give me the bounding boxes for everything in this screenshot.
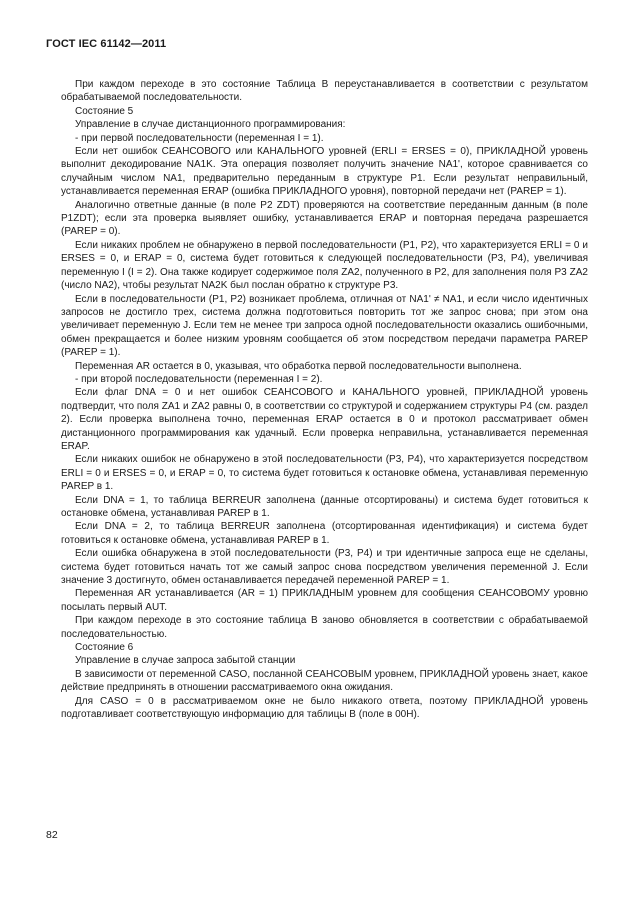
- paragraph: Если никаких проблем не обнаружено в первой последовательности (Р1, Р2), что характеризуется ERLI = 0 и ERSES = 0, и ERAP = 0, система будет готовиться к следующей последовательности (Р3, Р4), увеличивая переменную I (I = 2). Она также кодирует содержимое поля ZA2, полученного в Р2, для заполнения поля Р3 ZA2 (число NA2), чтобы результат NA2K был послан обратно к структуре Р3.: [61, 239, 588, 292]
- paragraph: Если в последовательности (Р1, Р2) возникает проблема, отличная от NA1' ≠ NA1, и если число идентичных запросов не достигло трех, система должна подготовиться повторить тот же запрос снова; при этом она увеличивает переменную J. Если тем не менее три запроса одной последовательности оказались ошибочными, обмен прекращается и более низким уровням сообщается об этом посредством передачи параметра PAREP (PAREP = 1).: [61, 293, 588, 359]
- paragraph: Переменная AR остается в 0, указывая, что обработка первой последовательности выполнена.: [75, 360, 522, 372]
- paragraph: Переменная AR устанавливается (AR = 1) ПРИКЛАДНЫМ уровнем для сообщения СЕАНСОВОМУ уровню посылать первый AUT.: [61, 588, 588, 613]
- paragraph: Если DNA = 1, то таблица BERREUR заполнена (данные отсортированы) и система будет готовиться к остановке обмена, устанавливая PAREP в 1.: [61, 494, 588, 519]
- paragraph: Управление в случае дистанционного программирования:: [75, 119, 346, 131]
- paragraph: - при второй последовательности (переменная I = 2).: [75, 373, 323, 385]
- paragraph: Для CASO = 0 в рассматриваемом окне не было никакого ответа, поэтому ПРИКЛАДНОЙ уровень подготавливает соответствующую информацию для таблицы В (поле в 00Н).: [61, 695, 588, 721]
- paragraph: Если флаг DNA = 0 и нет ошибок СЕАНСОВОГО и КАНАЛЬНОГО уровней, ПРИКЛАДНОЙ уровень подтвердит, что поля ZA1 и ZA2 равны 0, в соответствии со структурой и содержанием структуры Р4 (см. раздел 2). Если проверка выполнена точно, переменная ERAP остается в 0 и протокол рассматривает обмен дистанционного программирования как удачный. Если проверка неправильна, устанавливается переменная ERAP.: [61, 387, 588, 452]
- paragraph: При каждом переходе в это состояние Таблица В переустанавливается в соответствии с результатом обрабатываемой последовательности.: [61, 79, 588, 104]
- page-header: ГОСТ IEC 61142—2011: [46, 38, 167, 50]
- paragraph: Если DNA = 2, то таблица BERREUR заполнена (отсортированная идентификация) и система будет готовиться к остановке обмена, устанавливая PAREP в 1.: [61, 521, 588, 546]
- section-heading: Состояние 6: [75, 642, 134, 654]
- document-body: [61, 78, 588, 722]
- paragraph: В зависимости от переменной CASO, посланной СЕАНСОВЫМ уровнем, ПРИКЛАДНОЙ уровень знает, какое действие предпринять в отношении рассматриваемого окна ожидания.: [61, 668, 588, 694]
- paragraph: Если никаких ошибок не обнаружено в этой последовательности (Р3, Р4), что характеризуется посредством ERLI = 0 и ERSES = 0, и ERAP = 0, то система будет готовиться к остановке обмена, устанавливая переменную PAREP в 1.: [61, 454, 588, 493]
- paragraph: Управление в случае запроса забытой станции: [75, 655, 296, 667]
- paragraph: - при первой последовательности (переменная I = 1).: [75, 132, 324, 144]
- section-heading: Состояние 5: [75, 105, 134, 117]
- paragraph: Аналогично ответные данные (в поле P2 ZDT) проверяются на соответствие переданным данным (в поле P1ZDT); если эта проверка выявляет ошибку, устанавливается ERAP и повторная передача разрешается (PAREP = 0).: [61, 199, 588, 238]
- paragraph: При каждом переходе в это состояние таблица В заново обновляется в соответствии с обрабатываемой последовательностью.: [61, 615, 588, 640]
- paragraph: Если ошибка обнаружена в этой последовательности (Р3, Р4) и три идентичные запроса еще не сделаны, система будет готовиться начать тот же самый запрос снова посредством увеличения переменной J. Если значение 3 достигнуто, обмен останавливается передачей переменной PAREP = 1.: [61, 548, 588, 587]
- paragraph: Если нет ошибок СЕАНСОВОГО или КАНАЛЬНОГО уровней (ERLI = ERSES = 0), ПРИКЛАДНОЙ уровень выполнит декодирование NA1K. Эта операция позволяет получить значение NA1', которое сравнивается со случайным числом NA1, предварительно переданным в структуре Р1. Если результат неправильный, устанавливается переменная ERAP (ошибка ПРИКЛАДНОГО уровня), повторной передачи нет (PAREP = 1).: [61, 146, 588, 198]
- page-number: 82: [46, 829, 58, 841]
